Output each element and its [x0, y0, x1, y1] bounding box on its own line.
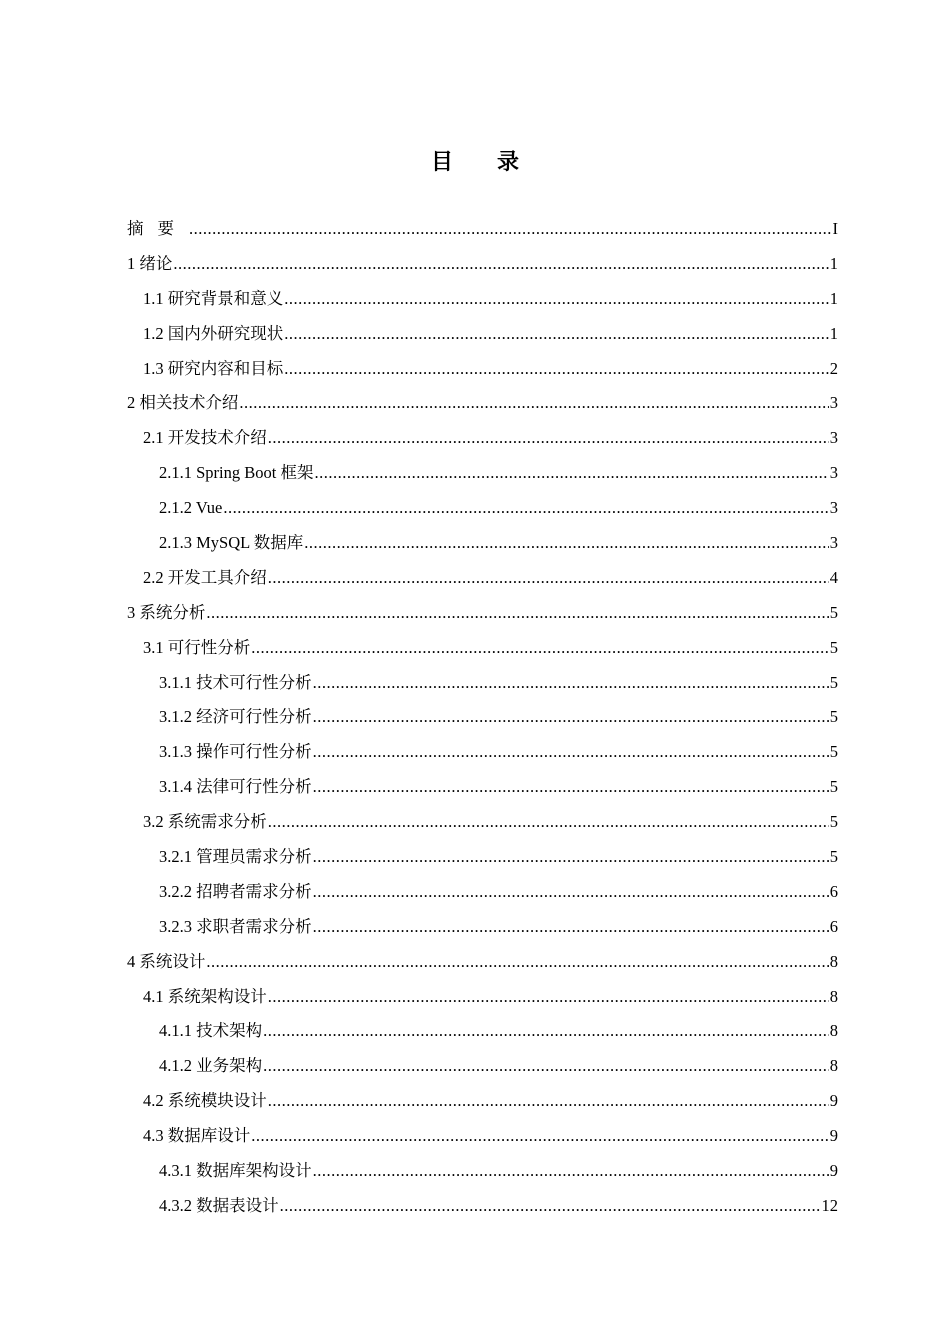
toc-leader-dots: [313, 1154, 829, 1189]
toc-entry[interactable]: [127, 596, 838, 631]
toc-entry-page: 9: [829, 1161, 838, 1181]
toc-entry[interactable]: [127, 1119, 838, 1154]
toc-leader-dots: [313, 910, 829, 945]
toc-entry[interactable]: [127, 386, 838, 421]
toc-entry[interactable]: [127, 561, 838, 596]
toc-list: [127, 212, 838, 1224]
toc-entry-page: 3: [829, 428, 838, 448]
toc-entry-text: 3.1.4 法律可行性分析: [159, 777, 312, 797]
toc-leader-dots: [263, 1049, 829, 1084]
toc-entry-page: 1: [829, 323, 838, 343]
toc-entry[interactable]: [127, 421, 838, 456]
toc-entry[interactable]: [127, 526, 838, 561]
toc-entry[interactable]: [127, 491, 838, 526]
toc-entry[interactable]: [127, 631, 838, 666]
toc-entry[interactable]: [127, 456, 838, 491]
toc-entry-text: 4.1.2 业务架构: [159, 1056, 263, 1076]
toc-entry-text: 1.3 研究内容和目标: [143, 358, 284, 378]
toc-entry-text: 摘要: [127, 218, 188, 238]
toc-entry-page: 9: [829, 1091, 838, 1111]
toc-entry-text: 3.1.2 经济可行性分析: [159, 707, 312, 727]
toc-entry-page: 3: [829, 463, 838, 483]
toc-title: 目录: [430, 150, 563, 175]
toc-entry-text: 1.1 研究背景和意义: [143, 288, 284, 308]
toc-leader-dots: [313, 770, 829, 805]
toc-leader-dots: [304, 526, 829, 561]
toc-entry-page: 9: [829, 1126, 838, 1146]
toc-entry-text: 3.2.3 求职者需求分析: [159, 916, 312, 936]
toc-leader-dots: [268, 561, 829, 596]
toc-leader-dots: [284, 282, 829, 317]
toc-leader-dots: [189, 212, 832, 247]
toc-entry-page: 5: [829, 707, 838, 727]
toc-entry-text: 3.1.3 操作可行性分析: [159, 742, 312, 762]
toc-leader-dots: [313, 875, 829, 910]
toc-entry[interactable]: [127, 1049, 838, 1084]
toc-entry-text: 2.1.1 Spring Boot 框架: [159, 463, 314, 483]
toc-entry[interactable]: [127, 666, 838, 701]
toc-entry[interactable]: [127, 1189, 838, 1224]
toc-entry-text: 3.1 可行性分析: [143, 637, 251, 657]
toc-leader-dots: [268, 805, 829, 840]
toc-entry-page: I: [832, 218, 838, 238]
toc-leader-dots: [314, 456, 828, 491]
toc-leader-dots: [313, 700, 829, 735]
toc-leader-dots: [313, 666, 829, 701]
toc-entry-text: 4.3.2 数据表设计: [159, 1195, 279, 1215]
toc-leader-dots: [206, 596, 828, 631]
toc-entry-page: 6: [829, 881, 838, 901]
toc-entry-page: 8: [829, 951, 838, 971]
toc-leader-dots: [268, 421, 829, 456]
toc-leader-dots: [284, 352, 829, 387]
toc-entry-page: 5: [829, 637, 838, 657]
toc-leader-dots: [206, 945, 828, 980]
toc-leader-dots: [251, 631, 829, 666]
toc-entry[interactable]: [127, 805, 838, 840]
toc-entry-page: 1: [829, 253, 838, 273]
toc-leader-dots: [268, 980, 829, 1015]
toc-entry[interactable]: [127, 317, 838, 352]
toc-entry-text: 1.2 国内外研究现状: [143, 323, 284, 343]
toc-entry-page: 5: [829, 847, 838, 867]
toc-leader-dots: [284, 317, 829, 352]
toc-entry-text: 2.2 开发工具介绍: [143, 567, 267, 587]
toc-entry[interactable]: [127, 352, 838, 387]
toc-entry[interactable]: [127, 1014, 838, 1049]
toc-entry-page: 3: [829, 533, 838, 552]
toc-entry-page: 8: [829, 1021, 838, 1041]
toc-entry-page: 5: [829, 672, 838, 692]
toc-entry-page: 1: [829, 288, 838, 308]
toc-entry-page: 5: [829, 777, 838, 797]
toc-entry[interactable]: [127, 910, 838, 945]
toc-entry-text: 4.3.1 数据库架构设计: [159, 1161, 312, 1181]
toc-entry-page: 8: [829, 986, 838, 1006]
toc-entry[interactable]: [127, 770, 838, 805]
toc-entry-text: 3 系统分析: [127, 602, 206, 622]
toc-entry-text: 2.1.3 MySQL 数据库: [159, 533, 304, 552]
toc-entry-page: 5: [829, 812, 838, 832]
toc-leader-dots: [239, 386, 828, 421]
toc-entry[interactable]: [127, 212, 838, 247]
toc-entry-page: 12: [821, 1195, 838, 1215]
toc-entry-text: 2.1.2 Vue: [159, 498, 223, 518]
toc-leader-dots: [223, 491, 828, 526]
toc-entry-page: 5: [829, 742, 838, 762]
toc-entry-page: 2: [829, 358, 838, 378]
toc-leader-dots: [280, 1189, 821, 1224]
toc-entry-text: 3.2.1 管理员需求分析: [159, 847, 312, 867]
toc-entry-page: 3: [829, 498, 838, 518]
toc-entry-text: 4.1.1 技术架构: [159, 1021, 263, 1041]
toc-entry-text: 3.2.2 招聘者需求分析: [159, 881, 312, 901]
toc-leader-dots: [173, 247, 828, 282]
toc-entry[interactable]: [127, 1084, 838, 1119]
toc-entry-page: 5: [829, 602, 838, 622]
toc-entry-text: 3.2 系统需求分析: [143, 812, 267, 832]
toc-entry-text: 2.1 开发技术介绍: [143, 428, 267, 448]
toc-entry-text: 1 绪论: [127, 253, 173, 273]
toc-entry[interactable]: [127, 735, 838, 770]
toc-entry-text: 4 系统设计: [127, 951, 206, 971]
toc-entry[interactable]: [127, 980, 838, 1015]
toc-entry-page: 4: [829, 567, 838, 587]
toc-leader-dots: [263, 1014, 829, 1049]
toc-entry-page: 6: [829, 916, 838, 936]
toc-leader-dots: [313, 735, 829, 770]
toc-entry[interactable]: [127, 945, 838, 980]
toc-entry-text: 3.1.1 技术可行性分析: [159, 672, 312, 692]
toc-entry-text: 4.3 数据库设计: [143, 1126, 251, 1146]
toc-leader-dots: [268, 1084, 829, 1119]
toc-entry-page: 3: [829, 393, 838, 413]
toc-entry[interactable]: [127, 875, 838, 910]
toc-leader-dots: [313, 840, 829, 875]
toc-entry-page: 8: [829, 1056, 838, 1076]
toc-entry-text: 4.1 系统架构设计: [143, 986, 267, 1006]
toc-entry[interactable]: [127, 840, 838, 875]
toc-entry[interactable]: [127, 247, 838, 282]
toc-leader-dots: [251, 1119, 829, 1154]
toc-entry[interactable]: [127, 700, 838, 735]
toc-entry[interactable]: [127, 282, 838, 317]
toc-entry[interactable]: [127, 1154, 838, 1189]
toc-entry-text: 2 相关技术介绍: [127, 393, 239, 413]
toc-entry-text: 4.2 系统模块设计: [143, 1091, 267, 1111]
